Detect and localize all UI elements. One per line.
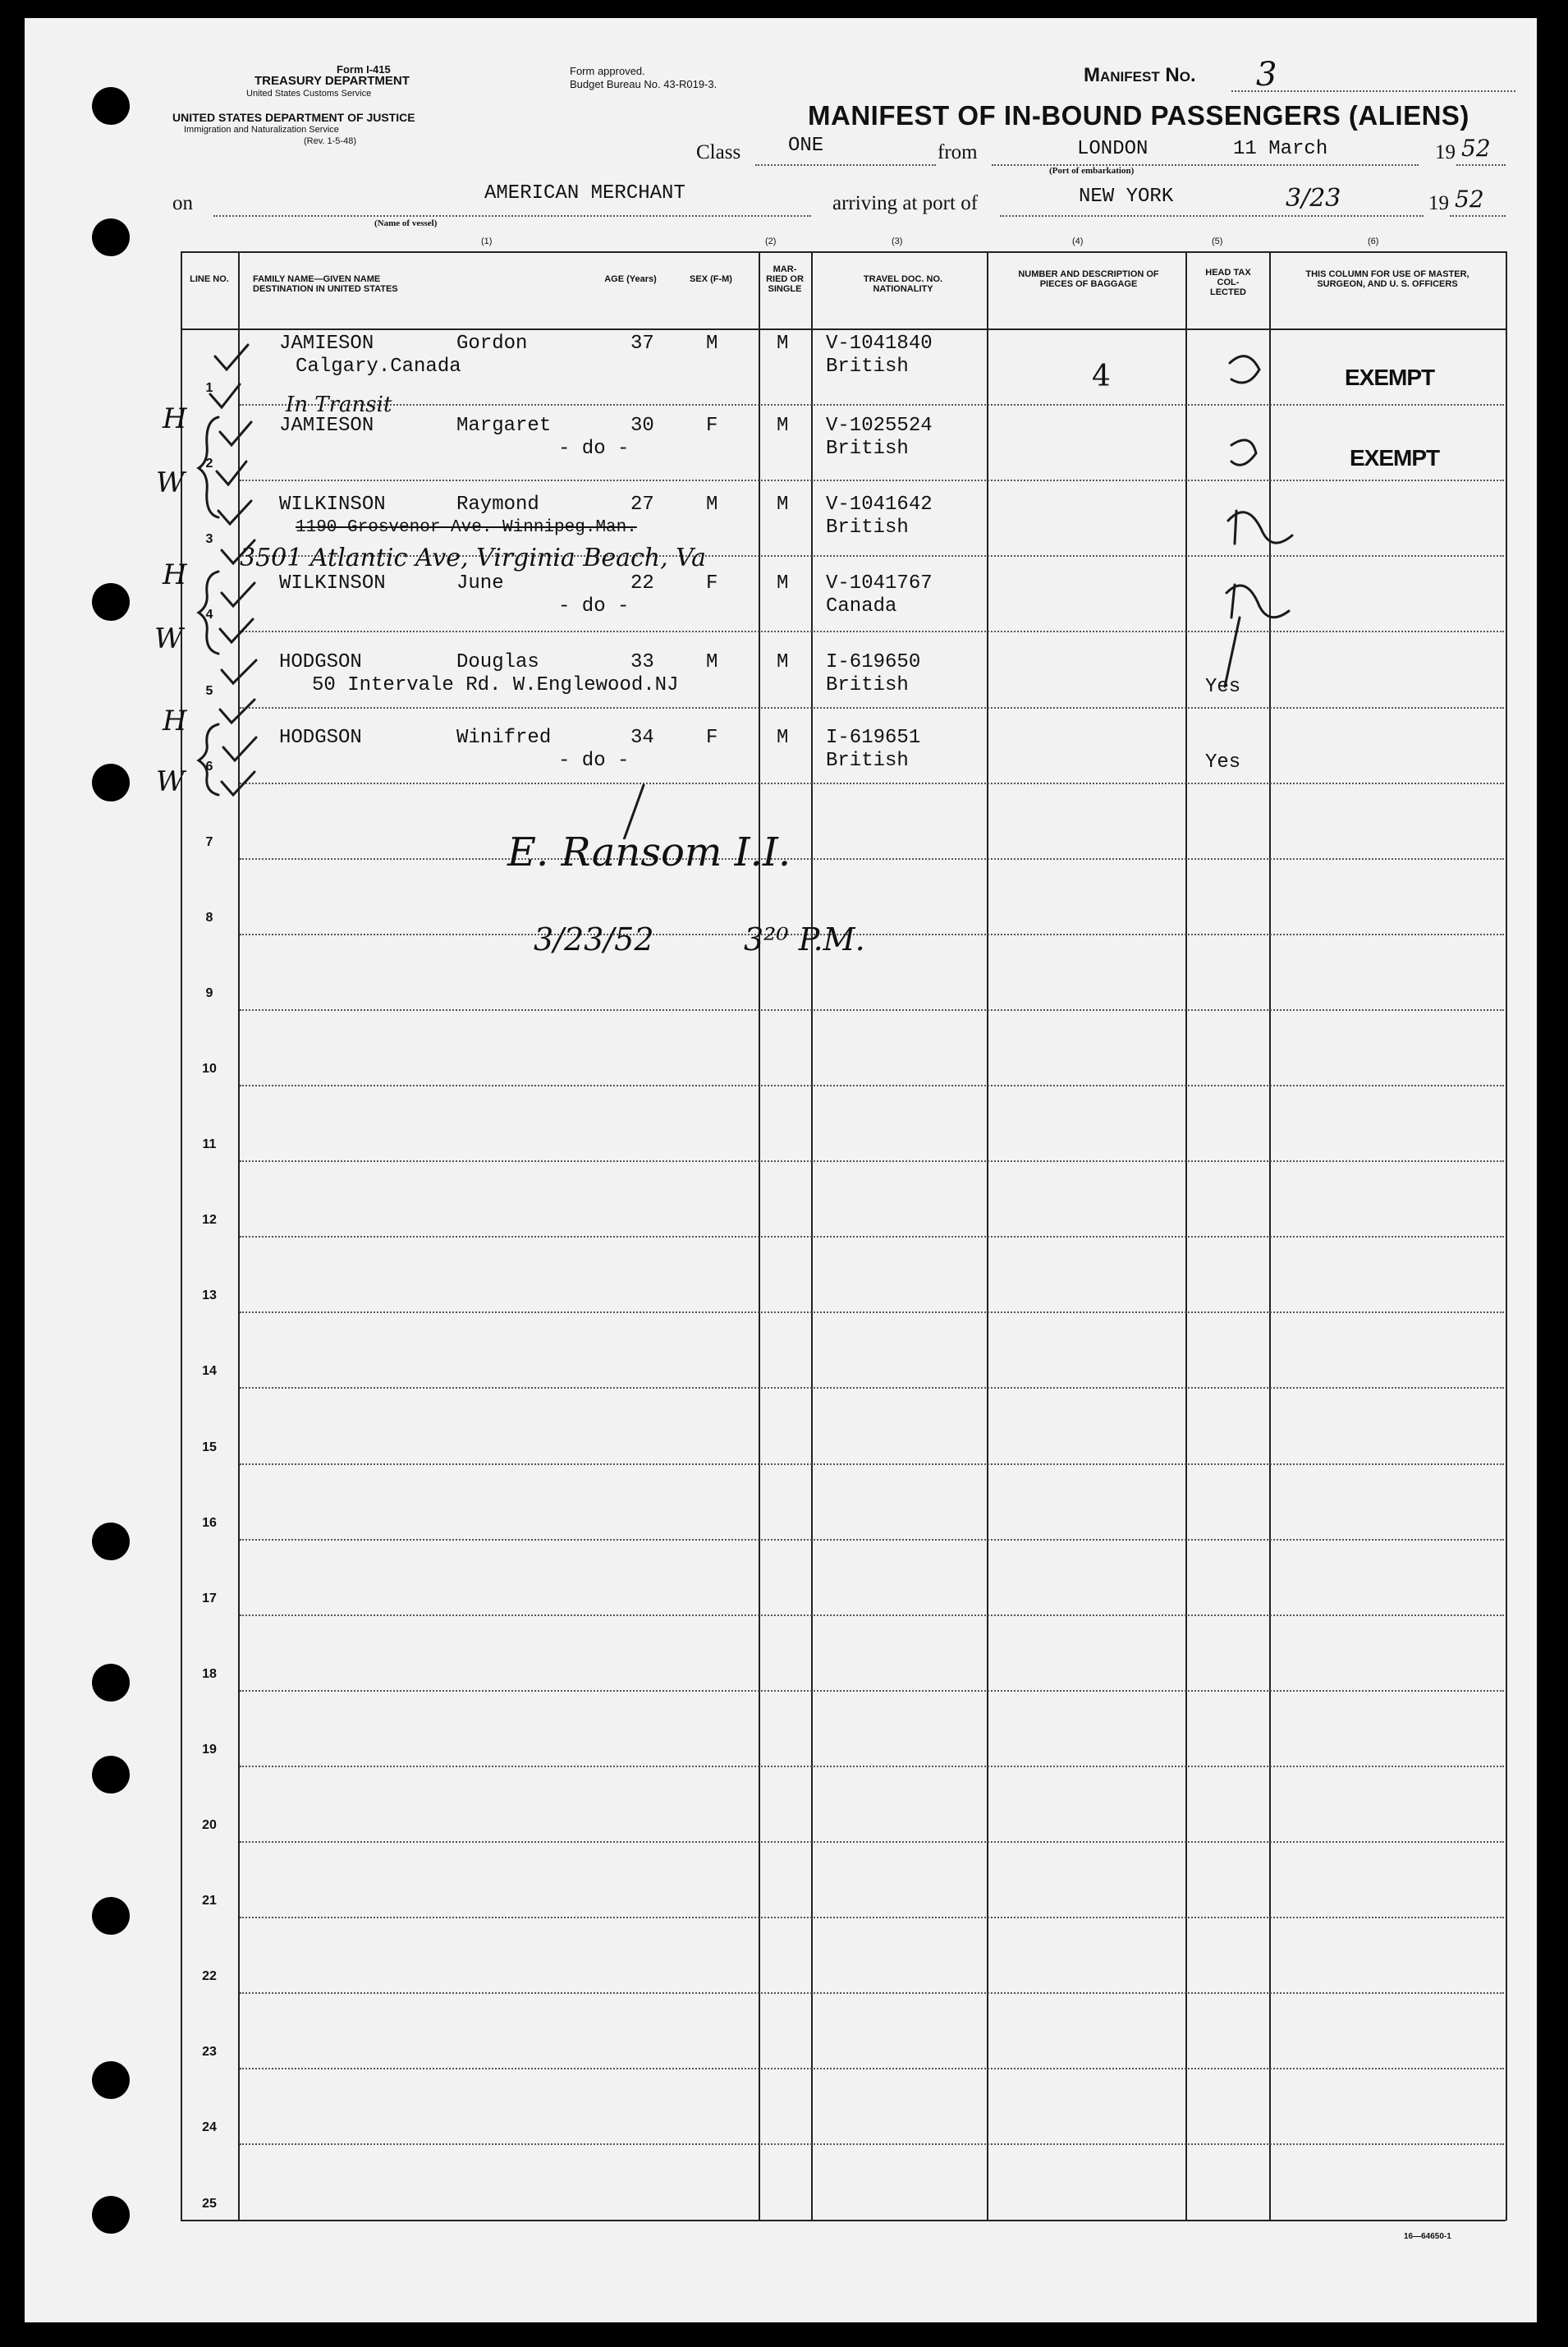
officer-initial-mark bbox=[1228, 511, 1292, 544]
passenger-destination-struck: 1190 Grosvenor Ave. Winnipeg.Man. bbox=[296, 518, 637, 537]
row-separator bbox=[240, 858, 1504, 860]
line-number: 18 bbox=[202, 1667, 217, 1681]
passenger-sex: M bbox=[706, 333, 718, 355]
port-embark-caption: (Port of embarkation) bbox=[1049, 166, 1135, 176]
passenger-given-name: Raymond bbox=[456, 494, 539, 516]
passenger-age: 30 bbox=[630, 415, 654, 437]
passenger-given-name: Douglas bbox=[456, 651, 539, 673]
passenger-sex: F bbox=[706, 572, 718, 595]
brace bbox=[199, 572, 218, 654]
line-number: 16 bbox=[202, 1516, 217, 1530]
row-separator bbox=[240, 1311, 1504, 1313]
line-number: 12 bbox=[202, 1213, 217, 1227]
check-mark bbox=[220, 422, 251, 445]
signature-date: 3/23/52 bbox=[534, 921, 654, 958]
line-number: 15 bbox=[202, 1440, 217, 1454]
colnum-4: (4) bbox=[1072, 237, 1084, 246]
passenger-given-name: Gordon bbox=[456, 333, 528, 355]
line-number: 20 bbox=[202, 1818, 217, 1832]
line-number: 9 bbox=[205, 986, 213, 1000]
side-mark-h: H bbox=[163, 402, 187, 435]
colnum-3: (3) bbox=[892, 237, 903, 246]
customs-service: United States Customs Service bbox=[246, 89, 372, 99]
handwritten-in-transit: In Transit bbox=[286, 393, 392, 417]
passenger-family-name: JAMIESON bbox=[279, 415, 374, 437]
head-tax-collected: Yes bbox=[1205, 676, 1241, 698]
vessel-name: AMERICAN MERCHANT bbox=[484, 182, 685, 204]
side-mark-w: W bbox=[156, 466, 185, 499]
vessel-caption: (Name of vessel) bbox=[374, 218, 438, 228]
punch-hole bbox=[92, 2061, 130, 2099]
row-separator bbox=[240, 1690, 1504, 1692]
col-header-name: FAMILY NAME—GIVEN NAME DESTINATION IN UNITED STATES bbox=[253, 274, 398, 294]
line-number: 5 bbox=[205, 684, 213, 698]
line-number: 24 bbox=[202, 2120, 217, 2134]
officer-initial-mark bbox=[1226, 585, 1289, 618]
passenger-nationality: British bbox=[826, 517, 909, 539]
revision: (Rev. 1-5-48) bbox=[304, 136, 356, 146]
officer-stamp-exempt: EXEMPT bbox=[1345, 365, 1435, 390]
passenger-family-name: WILKINSON bbox=[279, 572, 386, 595]
passenger-destination: - do - bbox=[558, 595, 630, 618]
passenger-destination: - do - bbox=[558, 750, 630, 772]
passenger-baggage: 4 bbox=[1092, 360, 1111, 393]
passenger-destination: - do - bbox=[558, 438, 630, 460]
passenger-family-name: WILKINSON bbox=[279, 494, 386, 516]
col-header-officers: THIS COLUMN FOR USE OF MASTER, SURGEON, AND U. S. OFFICERS bbox=[1305, 269, 1469, 289]
port-of-arrival: NEW YORK bbox=[1079, 186, 1174, 208]
check-mark bbox=[220, 700, 254, 723]
row-separator bbox=[240, 934, 1504, 935]
check-mark bbox=[220, 619, 253, 642]
row-separator bbox=[240, 2143, 1504, 2145]
punch-hole bbox=[92, 2196, 130, 2234]
row-separator bbox=[240, 1614, 1504, 1616]
check-mark bbox=[222, 660, 256, 683]
from-label: from bbox=[938, 141, 978, 163]
col-header-head-tax: HEAD TAX COL- LECTED bbox=[1205, 268, 1251, 297]
col-header-travel-doc: TRAVEL DOC. NO. NATIONALITY bbox=[863, 274, 943, 294]
check-mark bbox=[222, 583, 254, 606]
punch-hole bbox=[92, 1897, 130, 1935]
class-value: ONE bbox=[788, 135, 824, 157]
passenger-age: 22 bbox=[630, 572, 654, 595]
line-number: 17 bbox=[202, 1591, 217, 1605]
row-separator bbox=[240, 1160, 1504, 1162]
passenger-age: 34 bbox=[630, 727, 654, 749]
form-approved: Form approved. bbox=[570, 65, 645, 77]
colnum-6: (6) bbox=[1368, 237, 1379, 246]
passenger-sex: M bbox=[706, 651, 718, 673]
row-separator bbox=[240, 1766, 1504, 1767]
passenger-family-name: HODGSON bbox=[279, 727, 362, 749]
side-mark-w: W bbox=[154, 622, 183, 655]
passenger-family-name: JAMIESON bbox=[279, 333, 374, 355]
col-header-sex: SEX (F-M) bbox=[690, 274, 732, 284]
line-number: 13 bbox=[202, 1288, 217, 1302]
class-label: Class bbox=[696, 141, 741, 163]
col-header-baggage: NUMBER AND DESCRIPTION OF PIECES OF BAGGAGE bbox=[1018, 269, 1159, 289]
passenger-sex: F bbox=[706, 415, 718, 437]
line-number: 25 bbox=[202, 2197, 217, 2211]
arrival-year-prefix: 19 bbox=[1428, 192, 1449, 214]
justice-dept: UNITED STATES DEPARTMENT OF JUSTICE bbox=[172, 111, 415, 124]
line-number: 11 bbox=[202, 1137, 217, 1151]
officer-stamp-exempt: EXEMPT bbox=[1350, 445, 1440, 471]
table-bottom-rule bbox=[181, 2220, 1506, 2221]
col-header-married: MAR- RIED OR SINGLE bbox=[766, 264, 804, 294]
officer-initial-mark bbox=[1231, 440, 1256, 465]
handwritten-check-marks bbox=[25, 18, 1537, 839]
passenger-given-name: Winifred bbox=[456, 727, 552, 749]
line-number: 6 bbox=[205, 760, 213, 774]
row-separator bbox=[240, 1085, 1504, 1086]
side-mark-w: W bbox=[156, 765, 185, 798]
passenger-marital-status: M bbox=[777, 494, 789, 516]
passenger-marital-status: M bbox=[777, 651, 789, 673]
line-number: 10 bbox=[202, 1062, 217, 1076]
punch-hole bbox=[92, 1664, 130, 1702]
passenger-family-name: HODGSON bbox=[279, 651, 362, 673]
check-mark bbox=[223, 737, 256, 760]
col-header-age: AGE (Years) bbox=[604, 274, 657, 284]
signature-time: 3²⁰ P.M. bbox=[744, 921, 865, 958]
passenger-travel-doc: V-1025524 bbox=[826, 415, 933, 437]
check-mark bbox=[210, 384, 240, 407]
line-number: 14 bbox=[202, 1364, 217, 1378]
row-separator bbox=[240, 1387, 1504, 1389]
line-number: 3 bbox=[205, 532, 213, 546]
passenger-age: 37 bbox=[630, 333, 654, 355]
passenger-nationality: British bbox=[826, 438, 909, 460]
embark-year-prefix: 19 bbox=[1435, 141, 1456, 163]
manifest-title: MANIFEST OF IN-BOUND PASSENGERS (ALIENS) bbox=[808, 100, 1469, 131]
line-number: 23 bbox=[202, 2045, 217, 2059]
row-separator bbox=[240, 1992, 1504, 1994]
colnum-2: (2) bbox=[765, 237, 777, 246]
row-separator bbox=[240, 1917, 1504, 1918]
passenger-given-name: June bbox=[456, 572, 504, 595]
passenger-sex: M bbox=[706, 494, 718, 516]
embark-year: 52 bbox=[1461, 135, 1491, 162]
row-separator bbox=[240, 1009, 1504, 1011]
manifest-number: 3 bbox=[1256, 56, 1277, 94]
row-separator bbox=[240, 1841, 1504, 1843]
passenger-given-name: Margaret bbox=[456, 415, 552, 437]
ins-service: Immigration and Naturalization Service bbox=[184, 125, 339, 135]
passenger-travel-doc: I-619650 bbox=[826, 651, 921, 673]
check-mark bbox=[222, 540, 254, 563]
colnum-5: (5) bbox=[1212, 237, 1223, 246]
line-number: 1 bbox=[205, 381, 213, 395]
passenger-marital-status: M bbox=[777, 572, 789, 595]
embark-date: 11 March bbox=[1233, 138, 1328, 160]
passenger-age: 33 bbox=[630, 651, 654, 673]
row-separator bbox=[240, 1463, 1504, 1465]
passenger-travel-doc: I-619651 bbox=[826, 727, 921, 749]
passenger-marital-status: M bbox=[777, 727, 789, 749]
brace bbox=[199, 417, 218, 517]
treasury-dept: TREASURY DEPARTMENT bbox=[254, 74, 410, 88]
passenger-marital-status: M bbox=[777, 415, 789, 437]
on-label: on bbox=[172, 192, 193, 214]
line-number: 4 bbox=[205, 608, 213, 622]
passenger-nationality: Canada bbox=[826, 595, 897, 618]
side-mark-h: H bbox=[163, 705, 187, 737]
form-number: Form I-415 bbox=[337, 63, 391, 76]
passenger-destination: Calgary.Canada bbox=[296, 356, 461, 378]
colnum-1: (1) bbox=[481, 237, 493, 246]
passenger-sex: F bbox=[706, 727, 718, 749]
check-mark bbox=[215, 345, 248, 370]
arrival-year: 52 bbox=[1455, 186, 1484, 213]
passenger-destination: 50 Intervale Rd. W.Englewood.NJ bbox=[312, 674, 679, 696]
side-mark-h: H bbox=[163, 558, 187, 591]
row-separator bbox=[240, 1236, 1504, 1238]
passenger-travel-doc: V-1041767 bbox=[826, 572, 933, 595]
check-mark bbox=[218, 501, 251, 524]
arriving-label: arriving at port of bbox=[832, 192, 979, 214]
col-header-line: LINE NO. bbox=[190, 274, 229, 284]
handwritten-address-correction: 3501 Atlantic Ave, Virginia Beach, Va bbox=[240, 544, 706, 572]
passenger-age: 27 bbox=[630, 494, 654, 516]
line-number: 21 bbox=[202, 1894, 217, 1908]
passenger-nationality: British bbox=[826, 674, 909, 696]
manifest-no-label: Manifest No. bbox=[1084, 64, 1196, 86]
passenger-travel-doc: V-1041642 bbox=[826, 494, 933, 516]
manifest-sheet bbox=[25, 18, 1537, 2322]
passenger-nationality: British bbox=[826, 750, 909, 772]
budget-bureau: Budget Bureau No. 43-R019-3. bbox=[570, 78, 718, 90]
brace bbox=[199, 724, 218, 795]
signature: E. Ransom I.I. bbox=[507, 829, 791, 875]
head-tax-collected: Yes bbox=[1205, 751, 1241, 774]
row-separator bbox=[240, 1539, 1504, 1541]
port-of-embarkation: LONDON bbox=[1077, 138, 1148, 160]
passenger-travel-doc: V-1041840 bbox=[826, 333, 933, 355]
line-number: 22 bbox=[202, 1969, 217, 1983]
line-number: 7 bbox=[205, 835, 213, 849]
punch-hole bbox=[92, 1756, 130, 1794]
arrival-date: 3/23 bbox=[1286, 184, 1341, 213]
passenger-nationality: British bbox=[826, 356, 909, 378]
officer-initial-mark bbox=[1230, 356, 1259, 383]
check-mark bbox=[217, 462, 246, 485]
row-separator bbox=[240, 2068, 1504, 2069]
passenger-marital-status: M bbox=[777, 333, 789, 355]
line-number: 8 bbox=[205, 911, 213, 925]
line-number: 2 bbox=[205, 457, 213, 471]
print-code: 16—64650-1 bbox=[1404, 2232, 1451, 2241]
vertical-tick bbox=[1225, 618, 1240, 687]
check-mark bbox=[222, 772, 254, 795]
punch-hole bbox=[92, 1523, 130, 1560]
line-number: 19 bbox=[202, 1743, 217, 1757]
